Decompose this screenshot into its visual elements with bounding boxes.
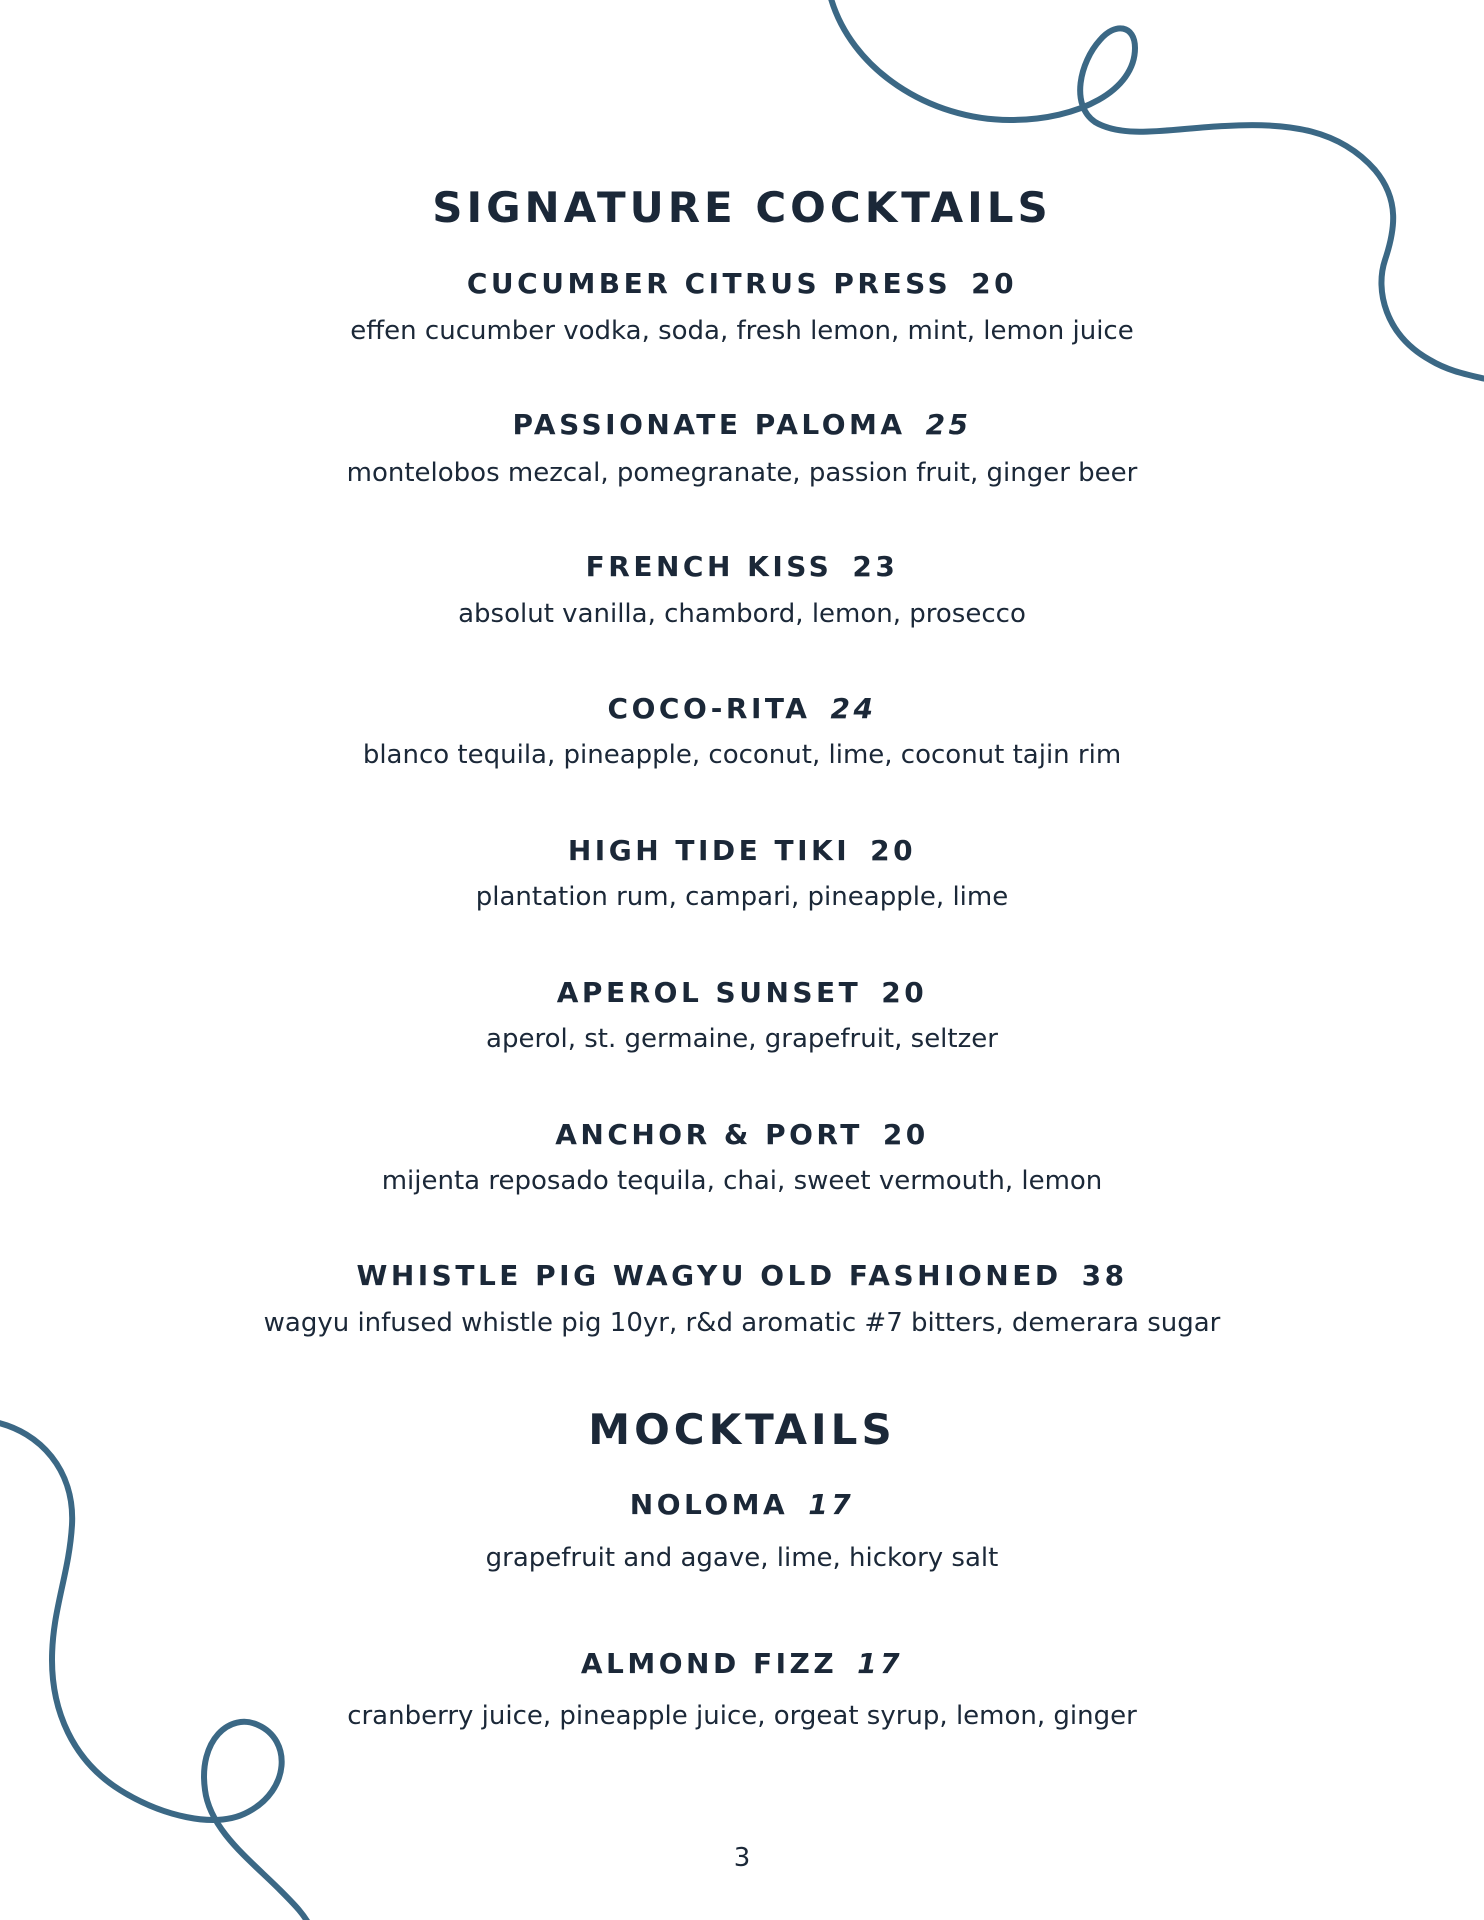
menu-item-name [0,1259,1484,1292]
menu-item-name [0,692,1484,725]
menu-item-description: blanco tequila, pineapple, coconut, lime, coconut tajin rim [362,740,1122,770]
item-name-text: NOLOMA [629,1488,789,1521]
item-price: 17 [808,1488,855,1521]
item-price: 17 [857,1647,904,1680]
menu-item-description: mijenta reposado tequila, chai, sweet vermouth, lemon [381,1166,1103,1196]
menu-item-description: montelobos mezcal, pomegranate, passion fruit, ginger beer [346,458,1138,488]
signature-cocktails-title: SIGNATURE COCKTAILS [432,183,1052,232]
item-price: 20 [870,834,917,867]
item-name-text: ALMOND FIZZ [580,1647,838,1680]
menu-item-description: cranberry juice, pineapple juice, orgeat syrup, lemon, ginger [347,1701,1137,1731]
mocktails-title: MOCKTAILS [588,1405,896,1454]
menu-item-name [0,408,1484,441]
menu-item-description: grapefruit and agave, lime, hickory salt [485,1543,999,1573]
menu-item-description: plantation rum, campari, pineapple, lime [475,882,1009,912]
menu-item-name [0,1118,1484,1151]
item-name-text: FRENCH KISS [585,550,833,583]
item-name-text: PASSIONATE PALOMA [512,408,906,441]
menu-item-description: wagyu infused whistle pig 10yr, r&d aromatic #7 bitters, demerara sugar [263,1308,1221,1338]
item-name-text: APEROL SUNSET [556,976,862,1009]
item-price: 20 [971,267,1018,300]
page-number: 3 [733,1843,751,1873]
item-price: 20 [882,1118,929,1151]
menu-item-name [0,976,1484,1009]
menu-item-description: absolut vanilla, chambord, lemon, prosecco [458,599,1026,629]
menu-item-description: aperol, st. germaine, grapefruit, seltzer [486,1024,998,1054]
menu-item-description: effen cucumber vodka, soda, fresh lemon, mint, lemon juice [350,316,1134,346]
item-name-text: HIGH TIDE TIKI [567,834,851,867]
item-price: 38 [1081,1259,1128,1292]
item-price: 23 [852,550,899,583]
item-name-text: COCO-RITA [607,692,811,725]
item-name-text: CUCUMBER CITRUS PRESS [466,267,952,300]
item-name-text: WHISTLE PIG WAGYU OLD FASHIONED [356,1259,1062,1292]
menu-item-name [0,550,1484,583]
item-price: 24 [830,692,877,725]
menu-item-name [0,1647,1484,1680]
item-name-text: ANCHOR & PORT [555,1118,863,1151]
item-price: 25 [925,408,972,441]
menu-item-name [0,1488,1484,1521]
menu-item-name [0,267,1484,300]
item-price: 20 [881,976,928,1009]
menu-item-name [0,834,1484,867]
